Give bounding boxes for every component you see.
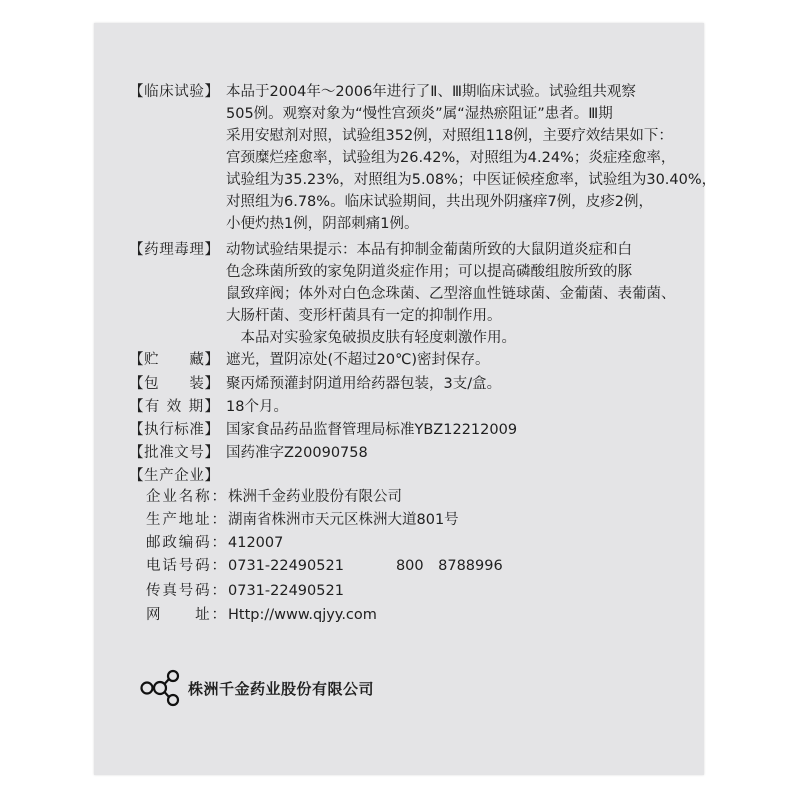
- section-body: 国药准字Z20090758: [226, 445, 368, 461]
- section-label: 【批准文号】: [129, 445, 219, 461]
- section-label: 【执行标准】: [129, 422, 219, 438]
- section-approval: [129, 442, 689, 464]
- section-label: 【有 效 期】: [129, 399, 219, 415]
- section-clinical-trial: [129, 81, 717, 237]
- company-fax-row: 传真号码： 0731-22490521: [146, 583, 344, 599]
- company-tel-row: 电话号码： 0731-22490521 800 8788996: [146, 558, 503, 574]
- section-body: 动物试验结果提示：本品有抑制金葡菌所致的大鼠阴道炎症和白 色念珠菌所致的家兔阴道炎症作用；可以提高磷酸组胺所致的豚 鼠致痒阀；体外对白色念珠菌、乙型溶血性链球菌、金葡菌、表葡菌、 大肠杆菌、变形杆菌具有一定的抑制作用。 本品对实验家兔破损皮肤有轻度刺激作用。: [226, 242, 676, 346]
- company-zip-row: 邮政编码： 412007: [146, 535, 284, 551]
- leaflet-sheet: [94, 23, 717, 775]
- section-pharmacology: [129, 239, 689, 351]
- company-logo: [140, 667, 374, 709]
- section-label: 【药理毒理】: [129, 242, 219, 258]
- company-address-row: 生产地址： 湖南省株洲市天元区株洲大道801号: [146, 512, 459, 528]
- section-label: 【临床试验】: [129, 84, 219, 100]
- section-package: [129, 373, 689, 395]
- section-storage: [129, 349, 689, 371]
- section-body: 聚丙烯预灌封阴道用给药器包装，3支/盒。: [226, 376, 502, 392]
- company-name-row: 企业名称： 株洲千金药业股份有限公司: [146, 489, 402, 505]
- section-body: 本品于2004年～2006年进行了Ⅱ、Ⅲ期临床试验。试验组共观察 505例。观察对象为“慢性宫颈炎”属“湿热瘀阻证”患者。Ⅲ期 采用安慰剂对照，试验组352例，对照组118例，主要疗效结果如下： 宫颈糜烂痊愈率，试验组为26.42%，对照组为4.24%；炎症痊愈率， 试验组为35.23%，对照组为5.08%；中医证候痊愈率，试验组为30.40%， 对照组为6.78%。临床试验期间，共出现外阴瘙痒7例，皮疹2例， 小便灼热1例，阴部刺痛1例。: [226, 84, 717, 232]
- section-body: 18个月。: [226, 399, 288, 415]
- company-website-row: 网 址： Http://www.qjyy.com: [146, 607, 377, 623]
- logo-text: 株洲千金药业股份有限公司: [188, 679, 375, 698]
- section-validity: [129, 396, 689, 418]
- section-label: 【包 装】: [129, 376, 219, 392]
- section-body: 国家食品药品监督管理局标准YBZ12212009: [226, 422, 518, 438]
- section-body: 遮光，置阴凉处(不超过20℃)密封保存。: [226, 352, 490, 368]
- section-manufacturer: [129, 465, 689, 487]
- section-label: 【贮 藏】: [129, 352, 219, 368]
- section-standard: [129, 419, 689, 441]
- logo-mark-icon: [140, 668, 180, 708]
- section-label: 【生产企业】: [129, 468, 219, 484]
